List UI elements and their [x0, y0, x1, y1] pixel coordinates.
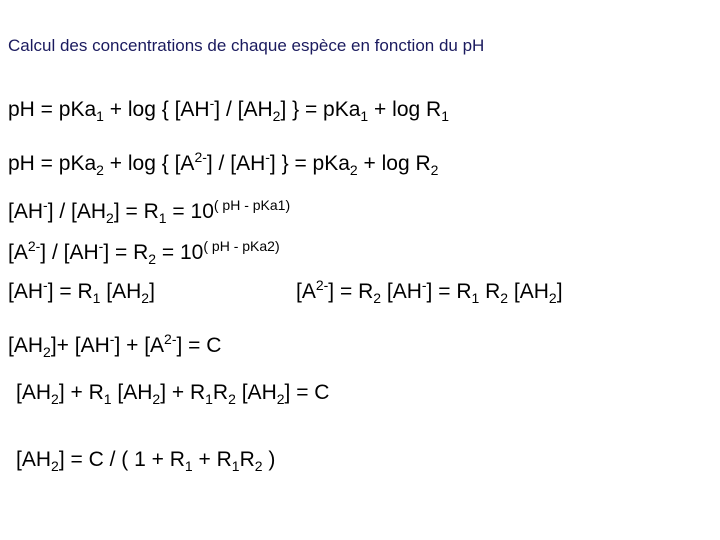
- equation-ah-concentration: $[AH^-] = R_1$ $[AH_2]$: [8, 277, 155, 306]
- equation-a2-concentration: $[A^{2-}] = R_2$ $[AH^-] = R_1$ $R_2$ $[AH_2]$: [296, 277, 563, 306]
- equation-ratio-r2: $[A^{2-}] / [AH^-] = R_2 = 10^{( pH - pKa2)}$: [8, 238, 280, 267]
- equation-substituted-balance: $[AH_2] + R_1$ $[AH_2] + R_1R_2$ $[AH_2] = C$: [16, 381, 330, 407]
- equation-ph-pka1: pH = pKa$_1$ + log { $[AH^-] / [AH_2]$ } = $pKa_1 + \log R_1$: [8, 95, 449, 124]
- equation-ph-pka2: pH = pKa$_2$ + log { $[A^{2-}] / [AH^-]$ } = $pKa_2 + \log R_2$: [8, 149, 439, 178]
- equation-ah2-result: $[AH_2] = C$ / ( $1 + R_1 + R_1R_2$ ): [16, 448, 276, 474]
- equation-ratio-r1: $[AH^-] / [AH_2] = R_1 = 10^{( pH - pKa1)}$: [8, 197, 291, 226]
- slide-title: Calcul des concentrations de chaque espèce en fonction du pH: [8, 36, 485, 55]
- equation-mass-balance: $[AH_2]+ [AH^-] + [A^{2-}] = C$: [8, 331, 222, 360]
